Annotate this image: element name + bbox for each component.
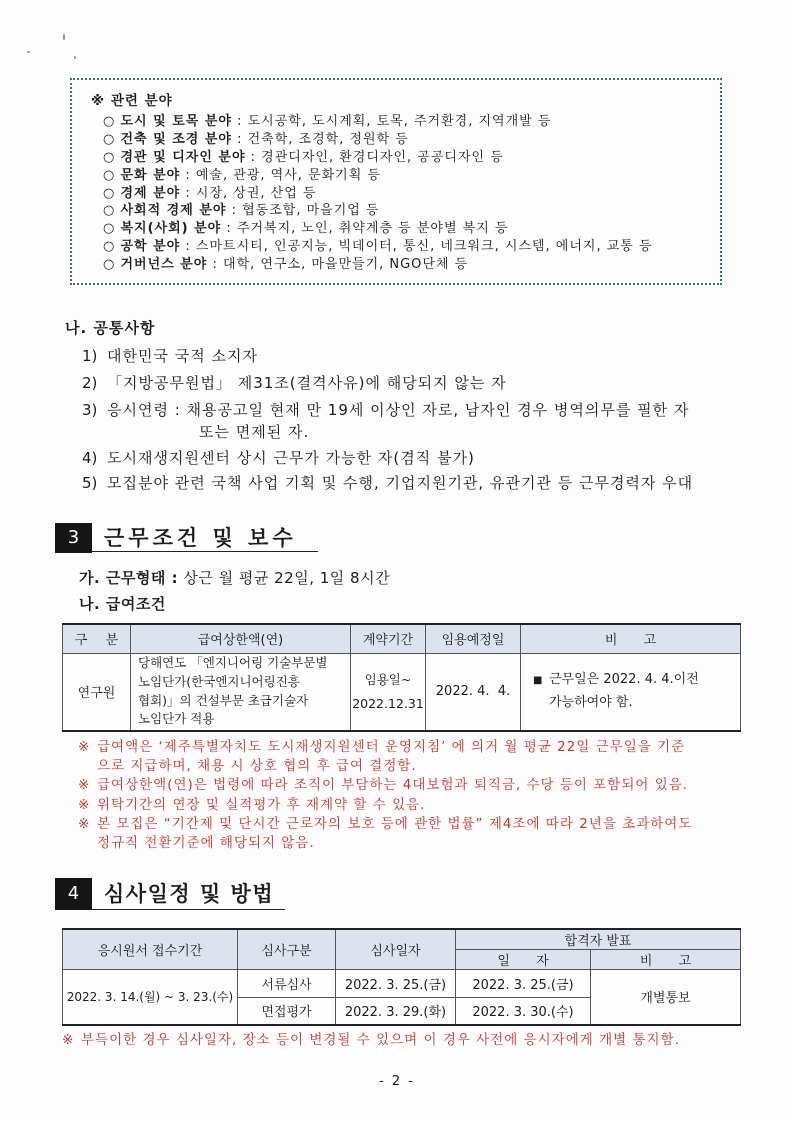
field-item <box>103 220 653 238</box>
common-item <box>82 400 689 420</box>
pay-table <box>62 623 741 732</box>
note-line <box>78 757 778 776</box>
col-header-announce-note: 비 고 <box>591 950 741 970</box>
reference-mark-icon: ※ <box>78 739 90 755</box>
note-line <box>78 796 778 815</box>
field-desc: : 시장, 상권, 산업 등 <box>185 185 317 201</box>
remarks-text: 가능하여야 함. <box>549 695 633 711</box>
salary-line: 노임단가 적용 <box>138 711 215 727</box>
section-underline <box>92 551 318 552</box>
item-text: 도시재생지원센터 상시 근무가 가능한 자(겸직 불가) <box>107 449 475 467</box>
field-name: 거버넌스 분야 <box>120 257 208 273</box>
field-item <box>103 113 653 131</box>
announce-note-cell: 개별통보 <box>591 970 741 1025</box>
section-title: 근무조건 및 보수 <box>104 526 297 550</box>
pay-notes <box>78 738 778 853</box>
remarks-cell <box>521 653 741 731</box>
col-header-category: 구 분 <box>63 624 131 653</box>
section-underline <box>92 909 285 910</box>
field-desc: : 스마트시티, 인공지능, 빅데이터, 통신, 네크워크, 시스템, 에너지, 교통 등 <box>185 239 653 255</box>
field-desc: : 건축학, 조경학, 정원학 등 <box>237 131 409 147</box>
item-number: 2) <box>82 374 98 392</box>
announce-date-cell: 2022. 3. 30.(수) <box>456 998 591 1025</box>
work-type-line <box>79 568 390 588</box>
circle-bullet-icon: ○ <box>103 149 116 165</box>
field-desc: : 예술, 관광, 역사, 문화기획 등 <box>185 167 381 183</box>
common-section-title: 나. 공통사항 <box>65 319 156 337</box>
remarks-line <box>533 669 740 692</box>
circle-bullet-icon: ○ <box>103 239 116 255</box>
schedule-note <box>62 1030 680 1050</box>
remarks-text: 근무일은 2022. 4. 4.이전 <box>549 672 699 688</box>
application-period-cell: 2022. 3. 14.(월) ~ 3. 23.(수) <box>63 970 238 1025</box>
item-number: 3) <box>82 401 98 419</box>
salary-cap-cell <box>131 653 351 731</box>
note-text: 위탁기간의 연장 및 실적평가 후 재계약 할 수 있음. <box>97 796 426 813</box>
item-text: 대한민국 국적 소지자 <box>107 347 258 365</box>
period-line: 임용일~ <box>364 671 412 687</box>
field-item <box>103 256 653 274</box>
review-date-cell: 2022. 3. 29.(화) <box>336 998 456 1025</box>
note-text: 급여상한액(연)은 법령에 따라 조직이 부담하는 4대보험과 퇴직금, 수당 등이 포함되어 있음. <box>97 777 689 794</box>
col-header-application-period: 응시원서 접수기간 <box>63 929 238 970</box>
reference-mark-icon: ※ <box>78 777 90 794</box>
work-type-value: 상근 월 평균 22일, 1일 8시간 <box>183 569 391 587</box>
col-header-start-date: 임용예정일 <box>426 624 521 653</box>
review-date-cell: 2022. 3. 25.(금) <box>336 970 456 998</box>
salary-line: 협회)」의 건설부문 초급기술자 <box>138 692 309 708</box>
common-item <box>82 448 475 468</box>
common-item <box>82 473 693 493</box>
work-type-label: 가. 근무형태 : <box>79 569 179 587</box>
note-text: 으로 지급하며, 채용 시 상호 협의 후 급여 결정함. <box>97 758 417 775</box>
page-number: - 2 - <box>379 1074 415 1089</box>
related-fields-list <box>103 113 653 274</box>
related-fields-box <box>70 78 722 285</box>
reference-mark-icon: ※ <box>62 1032 74 1048</box>
col-header-announcement: 합격자 발표 <box>456 929 741 950</box>
reference-mark-icon: ※ <box>78 815 90 832</box>
field-name: 건축 및 조경 분야 <box>120 131 232 147</box>
scan-speck <box>74 56 76 59</box>
field-name: 공학 분야 <box>120 239 181 255</box>
circle-bullet-icon: ○ <box>103 221 116 237</box>
field-name: 복지(사회) 분야 <box>120 221 222 237</box>
table-header-row <box>63 929 741 950</box>
remarks-line <box>533 692 740 714</box>
section-number-badge: 4 <box>55 878 92 910</box>
circle-bullet-icon: ○ <box>103 185 116 201</box>
circle-bullet-icon: ○ <box>103 114 116 129</box>
field-desc: : 주거복지, 노인, 취약계층 등 분야별 복지 등 <box>226 221 509 237</box>
item-text: 모집분야 관련 국책 사업 기획 및 수행, 기업지원기관, 유관기관 등 근무경력자 우대 <box>107 474 694 492</box>
schedule-table <box>62 928 741 1026</box>
period-line: 2022.12.31 <box>352 695 424 711</box>
common-item <box>82 373 507 393</box>
circle-bullet-icon: ○ <box>103 167 116 183</box>
circle-bullet-icon: ○ <box>103 131 116 147</box>
field-desc: : 대학, 연구소, 마을만들기, NGO단체 등 <box>212 257 469 273</box>
col-header-announce-date: 일 자 <box>456 950 591 970</box>
field-name: 문화 분야 <box>120 167 181 183</box>
field-item <box>103 149 653 167</box>
note-text: 급여액은 ‘제주특별자치도 도시재생지원센터 운영지침’ 에 의거 월 평균 22일 근무일을 기준 <box>97 739 686 755</box>
col-header-remarks: 비 고 <box>521 624 741 653</box>
col-header-contract-period: 계약기간 <box>351 624 426 653</box>
section-title: 심사일정 및 방법 <box>104 882 275 906</box>
review-type-cell: 면접평가 <box>238 998 336 1025</box>
salary-line: 노임단가(한국엔지니어링진흥 <box>138 674 300 690</box>
note-text: 본 모집은 “기간제 및 단시간 근로자의 보호 등에 관한 법률” 제4조에 따라 2년을 초과하여도 <box>97 815 693 832</box>
circle-bullet-icon: ○ <box>103 203 116 219</box>
col-header-salary-cap: 급여상한액(연) <box>131 624 351 653</box>
table-header-row <box>63 624 741 653</box>
table-row <box>63 653 741 731</box>
field-desc: : 경관디자인, 환경디자인, 공공디자인 등 <box>250 149 504 165</box>
category-cell: 연구원 <box>63 653 131 731</box>
field-item <box>103 238 653 256</box>
related-fields-title: ※ 관련 분야 <box>91 93 173 109</box>
note-text: 부득이한 경우 심사일자, 장소 등이 변경될 수 있으며 이 경우 사전에 응시자에게 개별 통지함. <box>81 1032 680 1048</box>
field-name: 사회적 경제 분야 <box>120 203 227 219</box>
col-header-review-date: 심사일자 <box>336 929 456 970</box>
field-item <box>103 202 653 220</box>
announce-date-cell: 2022. 3. 25.(금) <box>456 970 591 998</box>
field-name: 경관 및 디자인 분야 <box>120 149 246 165</box>
circle-bullet-icon: ○ <box>103 257 116 273</box>
field-item <box>103 131 653 149</box>
review-type-cell: 서류심사 <box>238 970 336 998</box>
note-line <box>78 776 778 795</box>
note-text: 정규직 전환기준에 해당되지 않음. <box>97 834 315 851</box>
note-line <box>78 815 778 834</box>
item-text: 「지방공무원법」 제31조(결격사유)에 해당되지 않는 자 <box>107 374 507 392</box>
field-item <box>103 185 653 203</box>
note-line <box>78 834 778 853</box>
section-number-badge: 3 <box>55 523 92 553</box>
item-number: 4) <box>82 449 98 467</box>
field-desc: : 도시공학, 도시계획, 토목, 주거환경, 지역개발 등 <box>237 114 552 129</box>
field-name: 도시 및 토목 분야 <box>120 114 232 129</box>
reference-mark-icon: ※ <box>78 796 90 813</box>
field-name: 경제 분야 <box>120 185 181 201</box>
start-date-cell: 2022. 4. 4. <box>426 653 521 731</box>
note-line <box>78 738 778 757</box>
common-item <box>82 346 258 366</box>
item-number: 1) <box>82 347 98 365</box>
item-number: 5) <box>82 474 98 492</box>
item-text: 응시연령 : 채용공고일 현재 만 19세 이상인 자로, 남자인 경우 병역의무를 필한 자 <box>107 401 690 419</box>
table-row <box>63 970 741 998</box>
pay-conditions-title: 나. 급여조건 <box>79 595 166 613</box>
salary-line: 당해연도 「엔지니어링 기술부문별 <box>138 655 328 671</box>
scan-speck <box>63 34 65 40</box>
square-bullet-icon: ■ <box>533 675 543 687</box>
col-header-review-type: 심사구분 <box>238 929 336 970</box>
common-item-continuation: 또는 면제된 자. <box>199 423 310 441</box>
field-desc: : 협동조합, 마을기업 등 <box>231 203 380 219</box>
field-item <box>103 167 653 185</box>
scan-speck <box>27 51 30 53</box>
contract-period-cell <box>351 653 426 731</box>
